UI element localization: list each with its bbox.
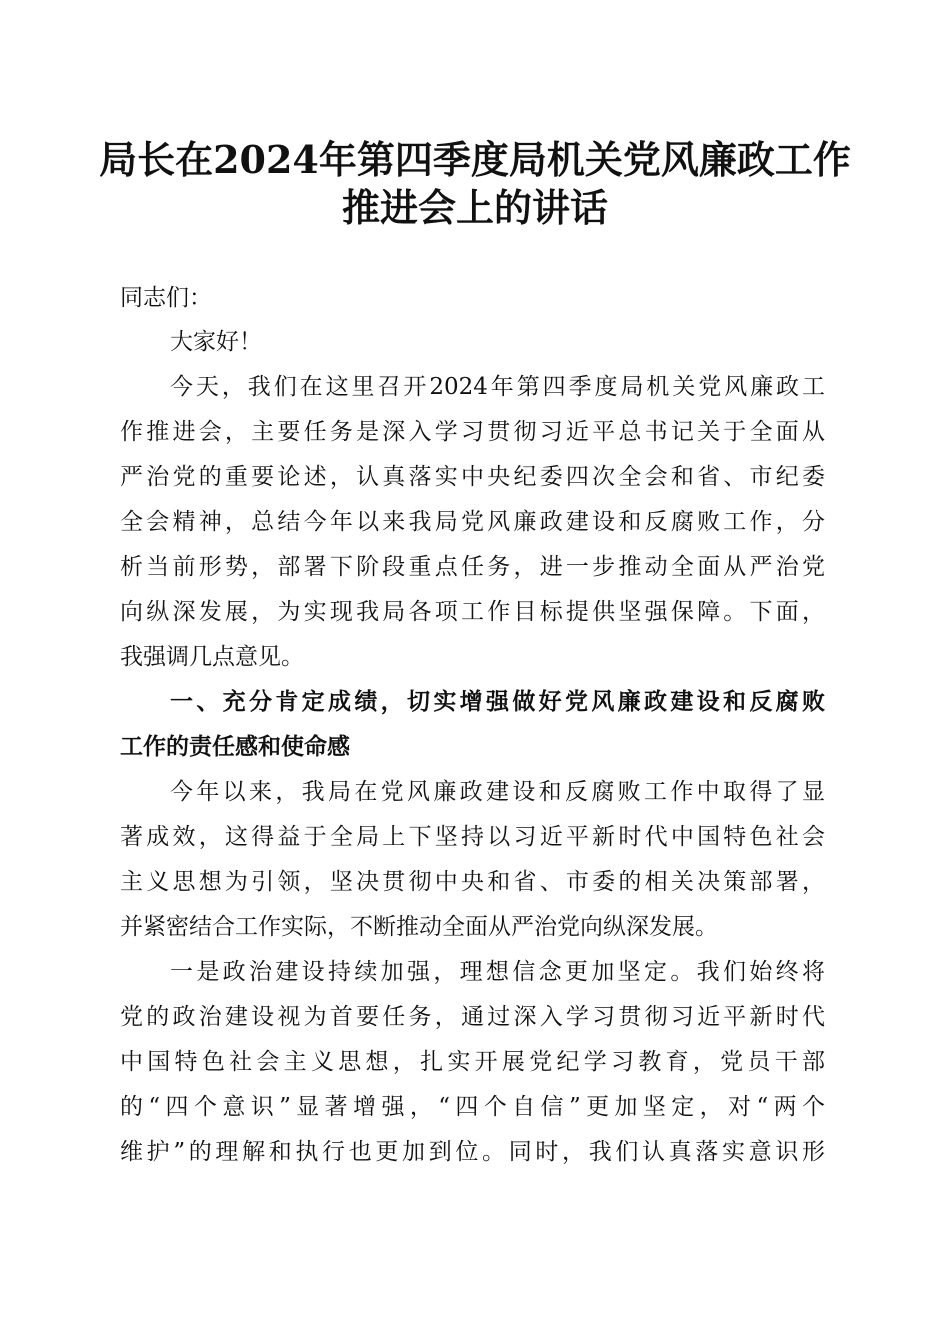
document-title-line-2: 推进会上的讲话 <box>341 185 608 230</box>
point-paragraph-line: 中国特色社会主义思想，扎实开展党纪学习教育，党员干部 <box>120 1049 825 1075</box>
intro-paragraph-line: 我强调几点意见。 <box>120 644 304 670</box>
intro-paragraph-line: 全会精神，总结今年以来我局党风廉政建设和反腐败工作，分 <box>120 509 825 535</box>
section-paragraph-line: 今年以来，我局在党风廉政建设和反腐败工作中取得了显 <box>170 779 825 805</box>
intro-paragraph-line: 严治党的重要论述，认真落实中央纪委四次全会和省、市纪委 <box>120 464 825 490</box>
point-paragraph-line: 维护”的理解和执行也更加到位。同时，我们认真落实意识形 <box>120 1139 825 1165</box>
point-paragraph-line: 的“四个意识”显著增强，“四个自信”更加坚定，对“两个 <box>120 1094 825 1120</box>
salutation: 同志们： <box>120 285 212 311</box>
intro-paragraph-line: 向纵深发展，为实现我局各项工作目标提供坚强保障。下面， <box>120 599 825 625</box>
section-heading-line: 一、充分肯定成绩，切实增强做好党风廉政建设和反腐败 <box>170 689 825 715</box>
greeting: 大家好！ <box>170 329 262 355</box>
intro-paragraph-line: 今天，我们在这里召开2024年第四季度局机关党风廉政工 <box>170 374 825 400</box>
document-title-line-1: 局长在2024年第四季度局机关党风廉政工作 <box>99 137 851 182</box>
section-paragraph-line: 并紧密结合工作实际，不断推动全面从严治党向纵深发展。 <box>120 914 718 940</box>
section-heading-line: 工作的责任感和使命感 <box>120 734 350 760</box>
intro-paragraph-line: 作推进会，主要任务是深入学习贯彻习近平总书记关于全面从 <box>120 419 825 445</box>
point-paragraph-line: 一是政治建设持续加强，理想信念更加坚定。我们始终将 <box>170 959 825 985</box>
point-paragraph-line: 党的政治建设视为首要任务，通过深入学习贯彻习近平新时代 <box>120 1004 825 1030</box>
section-paragraph-line: 著成效，这得益于全局上下坚持以习近平新时代中国特色社会 <box>120 824 825 850</box>
intro-paragraph-line: 析当前形势，部署下阶段重点任务，进一步推动全面从严治党 <box>120 554 825 580</box>
section-paragraph-line: 主义思想为引领，坚决贯彻中央和省、市委的相关决策部署， <box>120 869 825 895</box>
